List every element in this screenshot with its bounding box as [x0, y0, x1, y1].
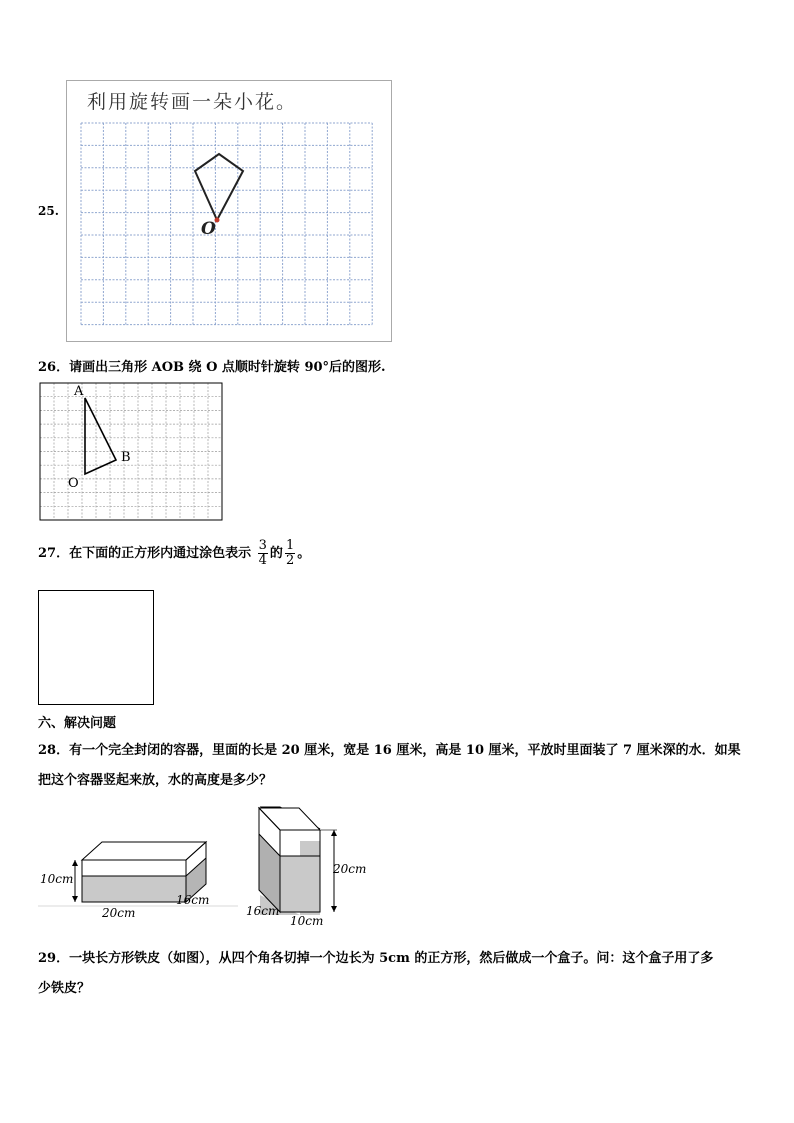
q28-box1-height-label: 10cm [40, 872, 74, 886]
q28-box1-length-label: 20cm [102, 906, 136, 920]
q28-box1-width-label: 16cm [176, 893, 210, 907]
q26-label-a: A [74, 384, 84, 399]
q27-middle: 的 [269, 546, 283, 561]
q27-frac1-num: 3 [258, 538, 267, 553]
q26-label-o: O [68, 476, 79, 491]
q27-fraction-three-quarters [258, 539, 268, 568]
q28-number: 28． [38, 743, 70, 758]
q25-figure [66, 80, 392, 342]
q27-number: 27． [38, 546, 70, 561]
q28-line1 [38, 739, 741, 758]
q29-text-line2: 少铁皮？ [38, 981, 91, 996]
q26-prompt [38, 356, 386, 375]
q27-frac2-num: 1 [285, 538, 295, 553]
section6-heading: 六、解决问题 [38, 716, 117, 731]
q25-kite-shape [195, 154, 243, 220]
q26-label-b: B [121, 450, 131, 465]
q27-text-after: 。 [297, 546, 311, 561]
q27-square [38, 590, 154, 705]
q26-number: 26． [38, 360, 70, 375]
q28-box2-height-label: 20cm [333, 862, 367, 876]
q26-text: 请画出三角形 AOB 绕 O 点顺时针旋转 90°后的图形. [69, 360, 386, 375]
q29-number: 29． [38, 951, 70, 966]
q29-text-line1: 一块长方形铁皮（如图），从四个角各切掉一个边长为 5cm 的正方形，然后做成一个盒子。问：这个盒子用了多 [69, 951, 714, 966]
q25-caption: 利用旋转画一朵小花。 [87, 91, 298, 113]
q25-point-o-label: O [201, 219, 216, 239]
q27-fraction-one-half [285, 539, 295, 568]
q28-box2-width-label: 10cm [290, 914, 324, 928]
q26-triangle-aob [85, 398, 116, 474]
q25-grid [67, 81, 391, 341]
q28-text-line1: 有一个完全封闭的容器，里面的长是 20 厘米，宽是 16 厘米，高是 10 厘米，平放时里面装了 7 厘米深的水．如果 [69, 743, 741, 758]
q27-text-before: 在下面的正方形内通过涂色表示 [69, 546, 252, 561]
q26-grid [40, 383, 222, 520]
q28-box2-depth-label: 16cm [246, 904, 280, 918]
q27-frac2-den: 2 [285, 553, 295, 568]
q28-text-line2: 把这个容器竖起来放，水的高度是多少？ [38, 773, 273, 788]
q27-frac1-den: 4 [258, 553, 267, 568]
q27-prompt [38, 538, 310, 570]
q29-line1 [38, 947, 713, 966]
q25-number: 25. [38, 204, 59, 218]
